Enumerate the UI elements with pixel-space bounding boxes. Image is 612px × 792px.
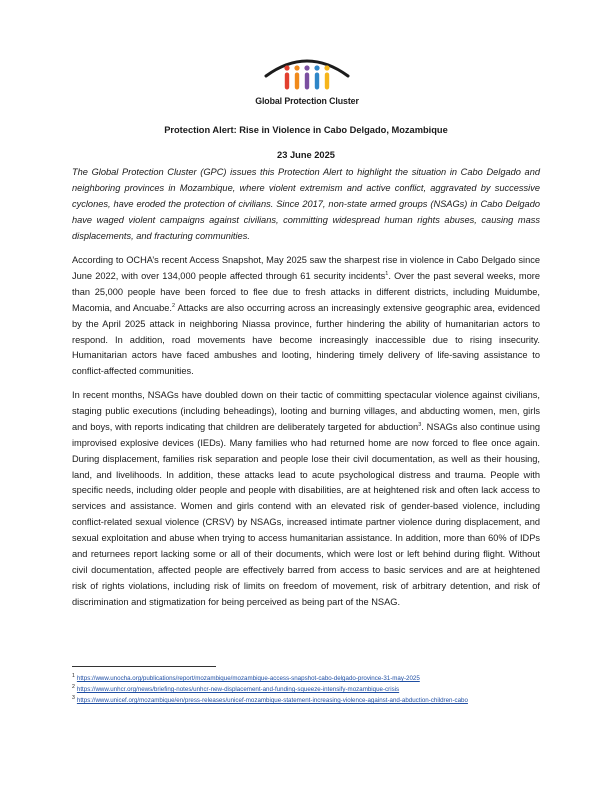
logo-figure-head <box>294 65 299 70</box>
footnote-ref-2[interactable]: 2 <box>171 302 176 309</box>
gpc-logo <box>252 52 362 112</box>
footnote-2 <box>72 684 542 695</box>
footnote-number: 1 <box>72 672 75 679</box>
logo-figure-body <box>285 73 289 90</box>
footnote-number: 2 <box>72 683 75 690</box>
footnote-1 <box>72 673 542 684</box>
logo-figure-head <box>314 65 319 70</box>
gpc-logo-icon <box>260 52 354 94</box>
paragraph-nsag-violence <box>72 388 540 611</box>
footnote-ref-3[interactable]: 3 <box>418 421 422 428</box>
page-title: Protection Alert: Rise in Violence in Cabo Delgado, Mozambique <box>164 125 448 135</box>
footnote-number: 3 <box>72 694 75 701</box>
document-date: 23 June 2025 <box>277 150 335 160</box>
footnote-divider <box>72 666 216 667</box>
footnote-link[interactable]: https://www.unhcr.org/news/briefing-notes/unhcr-new-displacement-and-funding-squeeze-intensify-mozambique-crisis <box>76 686 400 693</box>
footnote-3 <box>72 695 542 706</box>
logo-figure-head <box>304 65 309 70</box>
paragraph-text: According to OCHA’s recent Access Snapshot, May 2025 saw the sharpest rise in violence in Cabo Delgado since June 2022, with over 134,000 people affected through 61 security incidents <box>72 255 540 281</box>
footnote-link[interactable]: https://www.unicef.org/mozambique/en/press-releases/unicef-mozambique-statement-increasing-violence-against-and-abduction-children-cabo <box>76 697 468 704</box>
logo-figure-body <box>295 73 299 90</box>
logo-figure-head <box>324 65 329 70</box>
footnote-link[interactable]: https://www.unocha.org/publications/report/mozambique/mozambique-access-snapshot-cabo-delgado-province-31-may-2025 <box>76 675 420 682</box>
paragraph-text: Attacks are also occurring across an increasingly extensive geographic area, evidenced by the April 2025 attack in neighboring Niassa province, further hindering the ability of humanitarian actors to respond. In addition, road movements have become increasingly inaccessible due to rising insecurity. Humanitarian actors have faced ambushes and looting, hindering timely delivery of life-saving assistance to conflict-affected communities. <box>72 302 541 377</box>
paragraph-text: . NSAGs also continue using improvised explosive devices (IEDs). Many families who had returned home are now forced to flee once again. During displacement, families risk separation and people lose their civil documentation, as well as their housing, land, and livelihoods. In addition, these attacks lead to acute psychological distress and trauma. People with specific needs, including older people and people with disabilities, are at heightened risk and often lack access to services and assistance. Women and girls contend with an elevated risk of gender-based violence, including conflict-related sexual violence (CRSV) by NSAGs, increased intimate partner violence during displacement, and sexual exploitation and abuse when trying to access humanitarian assistance. In addition, more than 60% of IDPs and returnees report lacking some or all of their documents, which were lost or left behind during flight. Without civil documentation, affected people are effectively barred from access to basic services and are at heightened risk of rights violations, including risk of limits on freedom of movement, risk of arbitrary detention, and risk of discrimination and stigmatization for being perceived as being part of the NSAG. <box>72 421 540 607</box>
footnote-ref-1[interactable]: 1 <box>385 270 389 277</box>
paragraph-access-snapshot <box>72 253 540 380</box>
logo-figure-body <box>305 73 309 90</box>
paragraph-text: In recent months, NSAGs have doubled down on their tactic of committing spectacular violence against civilians, staging public executions (including beheadings), looting and burning villages, and abducting women, men, girls and boys, with reports indicating that children are deliberately targeted for abduction <box>72 390 540 432</box>
logo-figure-body <box>325 73 329 90</box>
footnotes <box>72 673 542 706</box>
logo-figure-body <box>315 73 319 90</box>
logo-text: Global Protection Cluster <box>255 96 359 106</box>
logo-figure-head <box>284 65 289 70</box>
intro-paragraph: The Global Protection Cluster (GPC) issues this Protection Alert to highlight the situation in Cabo Delgado and neighboring provinces in Mozambique, where violent extremism and active conflict, aggravated by successive cyclones, have eroded the protection of civilians. Since 2017, non-state armed groups (NSAGs) in Cabo Delgado have waged violent campaigns against civilians, committing widespread human rights abuses, causing mass displacements, and fracturing communities. <box>72 167 540 241</box>
paragraph-text: . Over the past several weeks, more than 25,000 people have been forced to flee due to fresh attacks in different districts, including Muidumbe, Macomia, and Ancuabe. <box>72 270 540 313</box>
